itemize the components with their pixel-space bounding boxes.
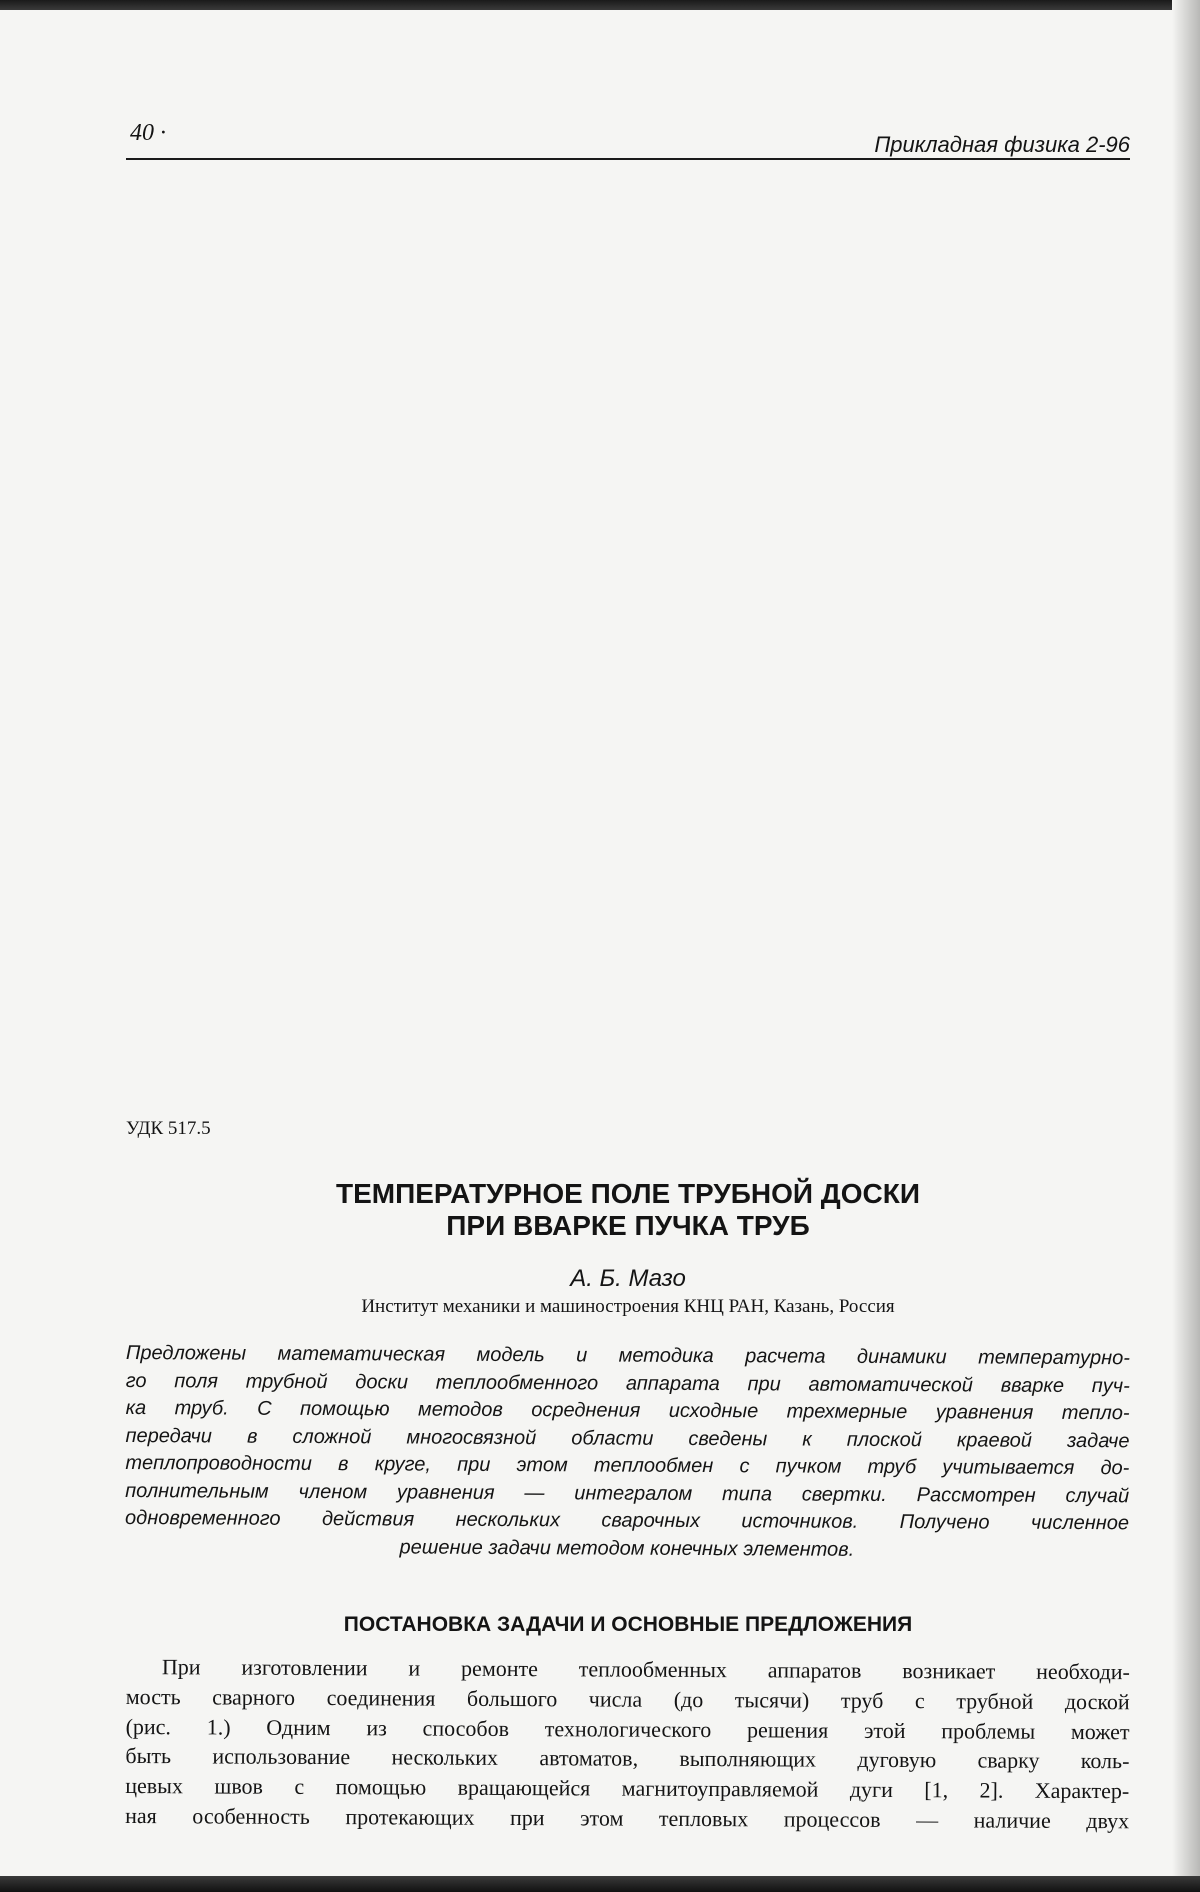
- author: А. Б. Мазо: [570, 1265, 686, 1292]
- abstract-line: одновременного действия нескольких сварочных источников. Получено численное: [125, 1506, 1130, 1535]
- udk-code: УДК 517.5: [126, 1118, 211, 1139]
- body-line: быть использование нескольких автоматов, выполняющих дуговую сварку коль-: [125, 1743, 1130, 1774]
- scan-edge-top: [0, 0, 1200, 10]
- running-header: [126, 118, 1130, 160]
- body-line: При изготовлении и ремонте теплообменных аппаратов возникает необходи-: [161, 1654, 1130, 1685]
- abstract-line: Предложены математическая модель и методика расчета динамики температурно-: [125, 1342, 1130, 1370]
- abstract-line: передачи в сложной многосвязной области сведены к плоской краевой задаче: [125, 1424, 1130, 1452]
- body-line: (рис. 1.) Одним из способов технологического решения этой проблемы может: [125, 1713, 1130, 1744]
- title-line: ТЕМПЕРАТУРНОЕ ПОЛЕ ТРУБНОЙ ДОСКИ: [336, 1178, 920, 1209]
- article-title: [126, 1178, 1130, 1242]
- body-line: цевых швов с помощью вращающейся магнитоуправляемой дуги [1, 2]. Характер-: [125, 1773, 1130, 1804]
- journal-title: Прикладная физика 2-96: [874, 132, 1130, 157]
- abstract: [125, 1340, 1130, 1565]
- scan-edge-right: [1172, 0, 1200, 1892]
- abstract-line: ка труб. С помощью методов осреднения исходные трехмерные уравнения тепло-: [125, 1396, 1130, 1425]
- scan-edge-bottom: [0, 1876, 1200, 1892]
- abstract-line: решение задачи методом конечных элементов.: [399, 1535, 855, 1561]
- section-heading: ПОСТАНОВКА ЗАДАЧИ И ОСНОВНЫЕ ПРЕДЛОЖЕНИЯ: [343, 1613, 913, 1636]
- abstract-line: полнительным членом уравнения — интегралом типа свертки. Рассмотрен случай: [125, 1479, 1130, 1507]
- body-paragraph: [125, 1652, 1130, 1836]
- title-line: ПРИ ВВАРКЕ ПУЧКА ТРУБ: [446, 1210, 810, 1241]
- body-line: мость сварного соединения большого числа (до тысячи) труб с трубной доской: [125, 1683, 1130, 1715]
- affiliation: Институт механики и машиностроения КНЦ РАН, Казань, Россия: [361, 1296, 895, 1317]
- abstract-line: го поля трубной доски теплообменного аппарата при автоматической вварке пуч-: [125, 1369, 1130, 1397]
- body-line: ная особенность протекающих при этом тепловых процессов — наличие двух: [125, 1802, 1130, 1834]
- page-number: 40 ·: [130, 120, 166, 146]
- abstract-line: теплопроводности в круге, при этом теплообмен с пучком труб учитывается до-: [125, 1451, 1130, 1480]
